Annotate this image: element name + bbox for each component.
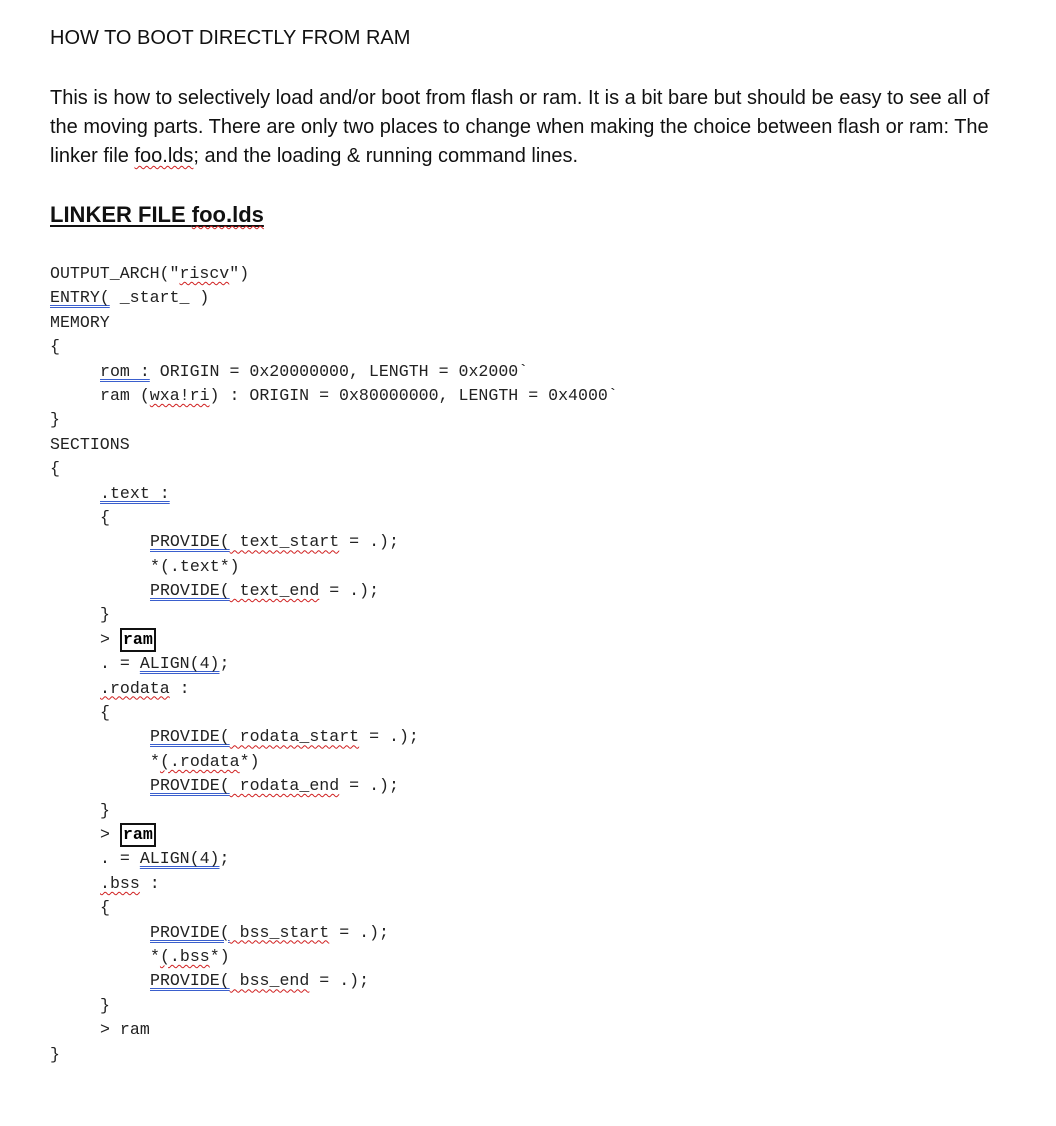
- code-line-entry: [50, 286, 618, 310]
- code-token-region-boxed: ram: [120, 628, 156, 652]
- code-line-brace-close: }: [100, 995, 110, 1015]
- code-token: = .);: [319, 581, 380, 601]
- code-line-region-ram: [50, 823, 618, 847]
- code-token-text-section: .text :: [100, 483, 170, 503]
- code-token: *: [150, 946, 160, 966]
- code-token-provide: PROVIDE(: [150, 776, 230, 796]
- code-token-symbol: text_start: [229, 532, 340, 552]
- code-line-rodata-start: [50, 725, 618, 749]
- code-line-final-region: > ram: [100, 1020, 150, 1040]
- document-heading: HOW TO BOOT DIRECTLY FROM RAM: [50, 27, 411, 49]
- code-line-brace-close: }: [50, 410, 60, 430]
- code-token: >: [100, 824, 120, 844]
- code-line-text-glob: *(.text*): [150, 556, 240, 576]
- code-token: ram (: [100, 385, 150, 405]
- code-token: *: [150, 751, 160, 771]
- code-token-symbol: rodata_start: [229, 727, 360, 747]
- code-token-ram-attr: wxa!ri: [149, 385, 210, 405]
- linker-script-code: [50, 262, 618, 1067]
- code-line-memory: MEMORY: [50, 312, 110, 332]
- code-line-rodata-glob: [50, 750, 618, 774]
- section-heading-prefix: LINKER FILE: [50, 202, 192, 227]
- code-line-text-start: [50, 530, 618, 554]
- code-line-ram: [50, 384, 618, 408]
- code-token: >: [100, 629, 120, 649]
- code-token-entry: ENTRY(: [50, 288, 110, 308]
- code-token-provide: PROVIDE(: [150, 727, 230, 747]
- code-line-brace-close: }: [100, 605, 110, 625]
- code-token: "): [229, 264, 250, 283]
- code-line-brace-close: }: [100, 800, 110, 820]
- code-token: ;: [219, 654, 230, 674]
- code-line-region-ram: [50, 628, 618, 652]
- code-token-provide: PROVIDE(: [150, 532, 230, 552]
- code-token-rom: rom :: [100, 361, 150, 381]
- code-token-arch: riscv: [179, 264, 230, 283]
- code-line-sections: SECTIONS: [50, 434, 130, 454]
- code-line-text-section: [50, 482, 618, 506]
- code-token: _start_ ): [109, 288, 210, 308]
- section-heading-linker-file: [50, 202, 264, 228]
- code-line-bss-section: [50, 872, 618, 896]
- code-token: . =: [100, 654, 140, 674]
- code-line-align: [50, 847, 618, 871]
- code-line-brace-open: {: [100, 507, 110, 527]
- code-line-brace-open: {: [50, 459, 60, 479]
- code-token-align: ALIGN(4): [139, 849, 220, 869]
- code-token-symbol: bss_start: [229, 922, 330, 942]
- code-line-brace-open: {: [100, 898, 110, 918]
- code-line-brace-open: {: [100, 703, 110, 723]
- code-token: ) : ORIGIN = 0x80000000, LENGTH = 0x4000`: [209, 385, 618, 405]
- code-token: . =: [100, 849, 140, 869]
- code-token: :: [169, 678, 190, 698]
- intro-filename: foo.lds: [134, 145, 194, 167]
- code-token: ;: [219, 849, 230, 869]
- code-line-rom: [50, 360, 618, 384]
- code-token-provide: PROVIDE(: [150, 581, 230, 601]
- code-token: = .);: [309, 971, 370, 991]
- code-token-provide: PROVIDE(: [150, 971, 230, 991]
- code-token: = .);: [329, 922, 390, 942]
- code-line-rodata-section: [50, 677, 618, 701]
- intro-paragraph: [50, 84, 1010, 171]
- intro-text-after: ; and the loading & running command lines.: [193, 145, 579, 167]
- code-token-symbol: rodata_end: [229, 776, 340, 796]
- code-line-bss-end: [50, 969, 618, 993]
- section-heading-filename: foo.lds: [191, 202, 264, 227]
- code-token-glob: (.bss: [159, 946, 210, 966]
- code-token: = .);: [339, 532, 399, 552]
- code-token: = .);: [359, 727, 419, 747]
- code-line-rodata-end: [50, 774, 618, 798]
- code-token: OUTPUT_ARCH(": [50, 264, 180, 283]
- code-token: = .);: [339, 776, 399, 796]
- code-token-rodata-section: .rodata: [100, 678, 170, 698]
- code-line-output-arch: [50, 262, 618, 286]
- code-token-align: ALIGN(4): [139, 654, 220, 674]
- code-line-brace-close: }: [50, 1044, 60, 1064]
- code-token-symbol: bss_end: [229, 971, 310, 991]
- intro-text-before: This is how to selectively load and/or boot from flash or ram. It is a bit bare but should be easy to see all of the moving parts. There are only two places to change when making the choice between flash or ram: The linker file: [50, 87, 990, 167]
- code-token: *): [239, 751, 260, 771]
- code-token-symbol: text_end: [229, 581, 320, 601]
- code-token: :: [139, 873, 160, 893]
- code-token-bss-section: .bss: [100, 873, 140, 893]
- code-line-bss-start: [50, 921, 618, 945]
- code-line-align: [50, 652, 618, 676]
- code-line-text-end: [50, 579, 618, 603]
- code-token: *): [209, 946, 230, 966]
- code-token-region-boxed: ram: [120, 823, 156, 847]
- code-token-provide: PROVIDE(: [150, 922, 230, 942]
- code-line-bss-glob: [50, 945, 618, 969]
- code-line-brace-open: {: [50, 337, 60, 357]
- code-token-glob: (.rodata: [159, 751, 240, 771]
- code-token: ORIGIN = 0x20000000, LENGTH = 0x2000`: [149, 361, 529, 381]
